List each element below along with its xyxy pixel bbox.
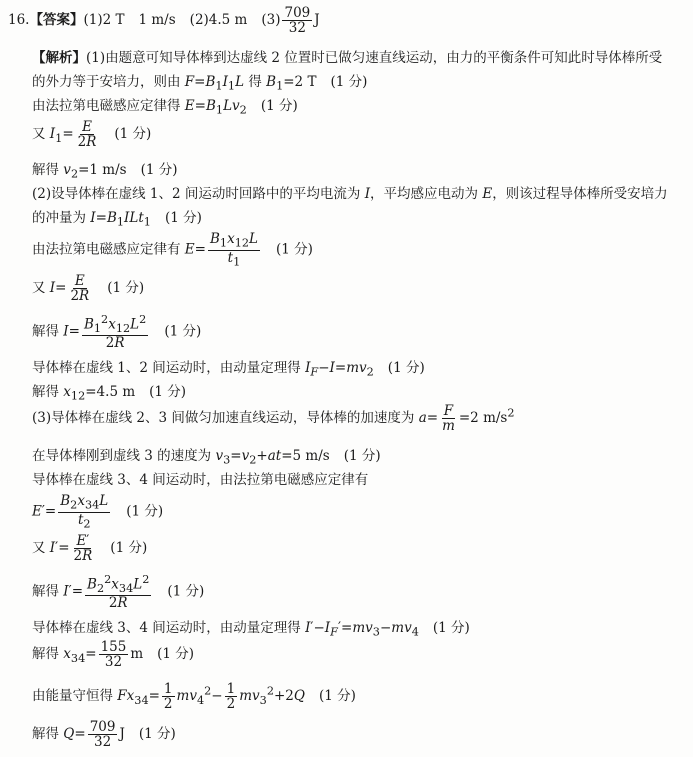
analysis-line-1: 【解析】(1)由题意可知导体棒到达虚线 2 位置时已做匀速直线运动，由力的平衡条件可知此时导体棒所受 [32,50,663,66]
analysis-line-21: 由能量守恒得 $Fx_{34}=$ $\frac{1}{2}$ $mv_4^2-$ $\frac{1}{2}$ $mv_3^2+2Q$ (1 分) [32,681,356,713]
analysis-line-4: 又 $I_1=$ $\frac{E}{2R}$ (1 分) [32,119,152,151]
analysis-line-9: 又 I= $\frac{E}{2R}$ (1 分) [32,273,145,305]
analysis-line-10: 解得 I= $\frac{B_1^2x_{12}L^2}{2R}$ (1 分) [32,313,202,351]
analysis-line-12: 解得 $x_{12}=4.5$ m (1 分) [32,384,187,403]
analysis-line-20: 解得 $x_{34}=$ $\frac{155}{32}$ m (1 分) [32,639,195,671]
analysis-line-8: 由法拉第电磁感应定律有 E= $\frac{B_1x_{12}L}{t_1}$ (1 分) [32,231,313,269]
analysis-line-15: 导体棒在虚线 3、4 间运动时，由法拉第电磁感应定律有 [32,472,369,488]
answer-line: 16.【答案】(1)2 T 1 m/s (2)4.5 m (3) $\frac{709}{32}$ J [8,5,320,37]
analysis-line-6: (2)设导体棒在虚线 1、2 间运动时回路中的平均电流为 I，平均感应电动为 E，则该过程导体棒所受安培力 [32,186,668,202]
analysis-line-14: 在导体棒刚到虚线 3 的速度为 $v_3=v_2+at=5$ m/s (1 分) [32,448,381,467]
analysis-line-19: 导体棒在虚线 3、4 间运动时，由动量定理得 $I'-I_F'=mv_3-mv_4$ (1 分) [32,620,470,639]
analysis-line-11: 导体棒在虚线 1、2 间运动时，由动量定理得 $I_F-I=mv_2$ (1 分) [32,360,425,379]
analysis-line-18: 解得 I′= $\frac{B_2^2x_{34}L^2}{2R}$ (1 分) [32,573,205,611]
analysis-line-22: 解得 Q= $\frac{709}{32}$ J (1 分) [32,719,176,751]
analysis-line-3: 由法拉第电磁感应定律得 $E=B_1Lv_2$ (1 分) [32,98,298,117]
analysis-line-2: 的外力等于安培力，则由 $F=B_1I_1L$ 得 $B_1=2$ T (1 分) [32,74,368,93]
analysis-line-13: (3)导体棒在虚线 2、3 间做匀加速直线运动，导体棒的加速度为 a= $\frac{F}{m}$ =2 $m/s^2$ [32,403,515,435]
analysis-line-17: 又 I′= $\frac{E'}{2R}$ (1 分) [32,533,148,565]
analysis-line-7: 的冲量为 $I=B_1ILt_1$ (1 分) [32,210,202,229]
analysis-line-5: 解得 $v_2=1$ m/s (1 分) [32,162,178,181]
analysis-line-16: E′= $\frac{B_2x_{34}L}{t_2}$ (1 分) [32,493,164,531]
